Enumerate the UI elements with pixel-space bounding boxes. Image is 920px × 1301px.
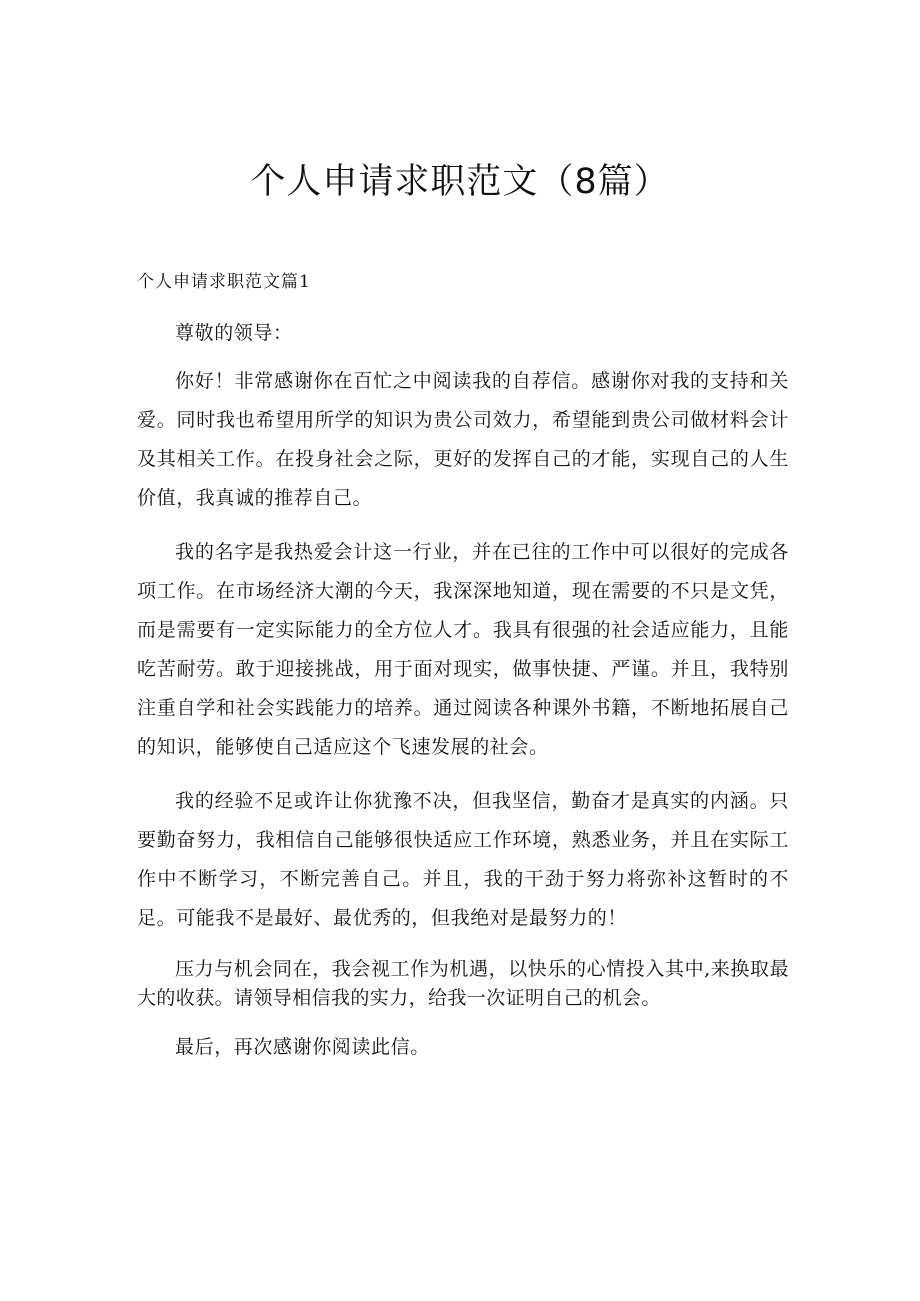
- section-heading: 个人申请求职范文篇1: [137, 272, 311, 292]
- letter-paragraph-2: 我的名字是我热爱会计这一行业，并在已往的工作中可以很好的完成各项工作。在市场经济大潮的今天，我深深地知道，现在需要的不只是文凭，而是需要有一定实际能力的全方位人才。我具有很强的社会适应能力，且能吃苦耐劳。敢于迎接挑战，用于面对现实，做事快捷、严谨。并且，我特别注重自学和社会实践能力的培养。通过阅读各种课外书籍，不断地拓展自己的知识，能够使自己适应这个飞速发展的社会。: [137, 541, 789, 758]
- letter-paragraph-3: 我的经验不足或许让你犹豫不决，但我坚信，勤奋才是真实的内涵。只要勤奋努力，我相信自己能够很快适应工作环境，熟悉业务，并且在实际工作中不断学习，不断完善自己。并且，我的干劲于努力将弥补这暂时的不足。可能我不是最好、最优秀的，但我绝对是最努力的！: [137, 790, 789, 929]
- letter-greeting: 尊敬的领导：: [175, 322, 293, 344]
- letter-closing: 最后，再次感谢你阅读此信。: [175, 1036, 430, 1058]
- letter-body: [137, 314, 789, 1067]
- letter-paragraph-4: 压力与机会同在，我会视工作为机遇，以快乐的心情投入其中,来换取最大的收获。请领导相信我的实力，给我一次证明自己的机会。: [137, 958, 789, 1009]
- letter-paragraph-1: 你好！非常感谢你在百忙之中阅读我的自荐信。感谢你对我的支持和关爱。同时我也希望用所学的知识为贵公司效力，希望能到贵公司做材料会计及其相关工作。在投身社会之际，更好的发挥自己的才能，实现自己的人生价值，我真诚的推荐自己。: [137, 370, 789, 509]
- document-title: 个人申请求职范文（8篇）: [250, 162, 670, 202]
